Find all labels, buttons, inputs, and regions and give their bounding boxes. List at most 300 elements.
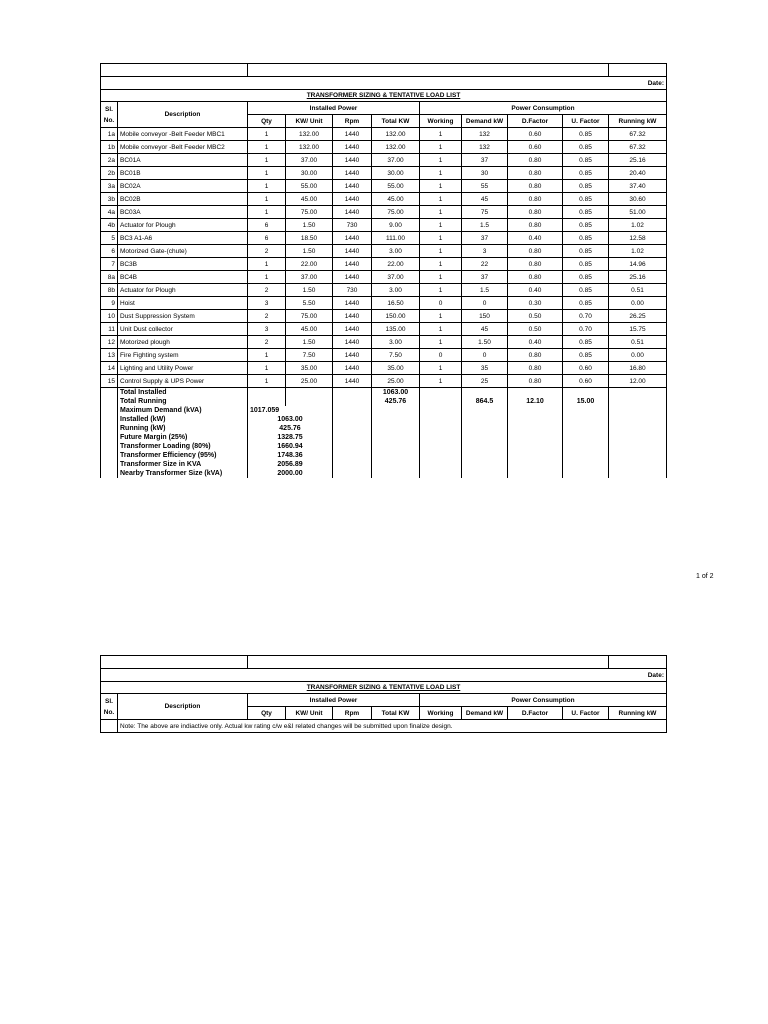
- demand-cell: 45: [462, 323, 508, 336]
- table-row: [101, 154, 667, 167]
- qty-cell: 1: [248, 141, 286, 154]
- rpm-cell: 1440: [333, 336, 372, 349]
- total-kw-cell: 7.50: [372, 349, 420, 362]
- working-cell: 1: [420, 271, 462, 284]
- qty-cell: 1: [248, 375, 286, 388]
- working-cell: 1: [420, 284, 462, 297]
- rpm-cell: 730: [333, 284, 372, 297]
- summary-value: 1328.75: [248, 433, 333, 442]
- demand-cell: 0: [462, 297, 508, 310]
- group-header-row: [101, 102, 667, 115]
- description-cell: Fire Fighting system: [118, 349, 248, 362]
- ufactor-cell: 0.85: [563, 206, 609, 219]
- description-header: Description: [118, 102, 248, 128]
- running-cell: 20.40: [609, 167, 667, 180]
- kw-unit-cell: 1.50: [286, 284, 333, 297]
- demand-cell: 35: [462, 362, 508, 375]
- table-row: [101, 362, 667, 375]
- total-kw-cell: 37.00: [372, 271, 420, 284]
- description-cell: BC01B: [118, 167, 248, 180]
- sl-cell: 5: [101, 232, 118, 245]
- sl-cell: 2b: [101, 167, 118, 180]
- working-cell: 1: [420, 232, 462, 245]
- kw-unit-cell: 45.00: [286, 323, 333, 336]
- summary-label: Nearby Transformer Size (kVA): [118, 469, 248, 478]
- ufactor-cell: 0.85: [563, 154, 609, 167]
- running-cell: 26.25: [609, 310, 667, 323]
- description-cell: BC02B: [118, 193, 248, 206]
- running-cell: 1.02: [609, 219, 667, 232]
- kw-unit-cell: 37.00: [286, 154, 333, 167]
- date-label: Date:: [101, 77, 667, 90]
- dfactor-cell: 0.50: [508, 310, 563, 323]
- summary-value: 2000.00: [248, 469, 333, 478]
- ufactor-cell: 0.85: [563, 297, 609, 310]
- running-cell: 25.16: [609, 271, 667, 284]
- summary-value: 1660.94: [248, 442, 333, 451]
- running-cell: 12.58: [609, 232, 667, 245]
- demand-cell: 132: [462, 128, 508, 141]
- kw-unit-cell: 1.50: [286, 336, 333, 349]
- working-cell: 1: [420, 206, 462, 219]
- total-kw-cell: 9.00: [372, 219, 420, 232]
- qty-cell: 1: [248, 206, 286, 219]
- working-cell: 1: [420, 310, 462, 323]
- sl-cell: 13: [101, 349, 118, 362]
- dfactor-cell: 0.80: [508, 349, 563, 362]
- total-kw-cell: 30.00: [372, 167, 420, 180]
- sl-cell: 12: [101, 336, 118, 349]
- rpm-cell: 1440: [333, 297, 372, 310]
- dfactor-cell: 0.30: [508, 297, 563, 310]
- dfactor-cell: 0.60: [508, 141, 563, 154]
- dfactor-cell: 0.40: [508, 232, 563, 245]
- sl-cell: 3a: [101, 180, 118, 193]
- sl-header: Sl. No.: [101, 102, 118, 128]
- total-kw-cell: 111.00: [372, 232, 420, 245]
- total-kw-cell: 22.00: [372, 258, 420, 271]
- total-kw-cell: 3.00: [372, 336, 420, 349]
- table-row: [101, 258, 667, 271]
- rpm-cell: 1440: [333, 128, 372, 141]
- working-cell: 1: [420, 128, 462, 141]
- rpm-cell: 1440: [333, 362, 372, 375]
- qty-cell: 1: [248, 258, 286, 271]
- title-row: [101, 90, 667, 102]
- description-cell: Motorized plough: [118, 336, 248, 349]
- ufactor-cell: 0.85: [563, 245, 609, 258]
- total-kw-cell: 16.50: [372, 297, 420, 310]
- description-cell: Unit Dust collector: [118, 323, 248, 336]
- rpm-cell: 1440: [333, 258, 372, 271]
- dfactor-cell: 0.80: [508, 154, 563, 167]
- table-row: [101, 310, 667, 323]
- sl-cell: 8b: [101, 284, 118, 297]
- sl-cell: 7: [101, 258, 118, 271]
- note-row: [101, 720, 667, 733]
- description-cell: Control Supply & UPS Power: [118, 375, 248, 388]
- kw-unit-cell: 25.00: [286, 375, 333, 388]
- note-text: Note: The above are indiactive only. Actual kw rating c/w e&I related changes will be submitted upon finalize design.: [118, 720, 667, 733]
- table-row: [101, 245, 667, 258]
- table-row: [101, 323, 667, 336]
- summary-label: Transformer Loading (80%): [118, 442, 248, 451]
- qty-cell: 3: [248, 323, 286, 336]
- qty-cell: 1: [248, 180, 286, 193]
- rpm-cell: 1440: [333, 167, 372, 180]
- sl-cell: 11: [101, 323, 118, 336]
- demand-cell: 37: [462, 232, 508, 245]
- running-cell: 16.80: [609, 362, 667, 375]
- demand-cell: 30: [462, 167, 508, 180]
- sl-cell: 9: [101, 297, 118, 310]
- summary-row: [101, 469, 667, 478]
- running-cell: 1.02: [609, 245, 667, 258]
- total-installed-label: Total Installed: [118, 388, 248, 398]
- date-label-2: Date:: [101, 669, 667, 682]
- summary-value: 1748.36: [248, 451, 333, 460]
- description-cell: Lighting and Utility Power: [118, 362, 248, 375]
- ufactor-cell: 0.85: [563, 258, 609, 271]
- qty-cell: 2: [248, 245, 286, 258]
- load-list-table-page-1: [100, 63, 667, 478]
- demand-cell: 55: [462, 180, 508, 193]
- rpm-cell: 1440: [333, 271, 372, 284]
- max-demand-label: Maximum Demand (kVA): [118, 406, 248, 415]
- kw-unit-cell: 5.50: [286, 297, 333, 310]
- summary-label: Transformer Size in KVA: [118, 460, 248, 469]
- table-row: [101, 336, 667, 349]
- dfactor-cell: 0.80: [508, 375, 563, 388]
- description-cell: BC01A: [118, 154, 248, 167]
- summary-row: [101, 460, 667, 469]
- total-kw-cell: 37.00: [372, 154, 420, 167]
- table-row: [101, 141, 667, 154]
- col-total-kw: Total KW: [372, 115, 420, 128]
- qty-cell: 1: [248, 349, 286, 362]
- table-row: [101, 128, 667, 141]
- sheet-title: TRANSFORMER SIZING & TENTATIVE LOAD LIST: [101, 90, 667, 102]
- dfactor-cell: 0.80: [508, 271, 563, 284]
- table-row: [101, 167, 667, 180]
- dfactor-cell: 0.80: [508, 193, 563, 206]
- col-kw-unit: KW/ Unit: [286, 115, 333, 128]
- working-cell: 1: [420, 141, 462, 154]
- summary-row: [101, 451, 667, 460]
- rpm-cell: 1440: [333, 154, 372, 167]
- dfactor-cell: 0.40: [508, 336, 563, 349]
- total-running-value: 425.76: [372, 397, 420, 406]
- qty-cell: 1: [248, 128, 286, 141]
- working-cell: 1: [420, 219, 462, 232]
- qty-cell: 1: [248, 167, 286, 180]
- max-demand-value: 1017.059: [248, 406, 333, 415]
- title-row-2: [101, 682, 667, 694]
- blank-header-row-2: [101, 656, 667, 669]
- table-row: [101, 271, 667, 284]
- summary-value: 2056.89: [248, 460, 333, 469]
- ufactor-cell: 0.85: [563, 141, 609, 154]
- col-demand-kw: Demand kW: [462, 115, 508, 128]
- ufactor-cell: 0.85: [563, 349, 609, 362]
- dfactor-cell: 0.50: [508, 323, 563, 336]
- working-cell: 1: [420, 180, 462, 193]
- blank-header-row: [101, 64, 667, 77]
- total-kw-cell: 3.00: [372, 284, 420, 297]
- sl-cell: 3b: [101, 193, 118, 206]
- rpm-cell: 1440: [333, 193, 372, 206]
- summary-label: Transformer Efficiency (95%): [118, 451, 248, 460]
- running-cell: 51.00: [609, 206, 667, 219]
- sl-cell: 10: [101, 310, 118, 323]
- group-header-row-2: [101, 694, 667, 707]
- col-rpm-2: Rpm: [333, 707, 372, 720]
- total-kw-cell: 150.00: [372, 310, 420, 323]
- kw-unit-cell: 1.50: [286, 219, 333, 232]
- col-u-factor: U. Factor: [563, 115, 609, 128]
- summary-row: [101, 433, 667, 442]
- col-rpm: Rpm: [333, 115, 372, 128]
- demand-cell: 1.5: [462, 219, 508, 232]
- dfactor-cell: 0.40: [508, 284, 563, 297]
- demand-cell: 3: [462, 245, 508, 258]
- dfactor-cell: 0.60: [508, 128, 563, 141]
- col-kw-unit-2: KW/ Unit: [286, 707, 333, 720]
- kw-unit-cell: 132.00: [286, 141, 333, 154]
- load-rows: [101, 128, 667, 388]
- sl-header-2: Sl. No.: [101, 694, 118, 720]
- table-row: [101, 206, 667, 219]
- kw-unit-cell: 75.00: [286, 206, 333, 219]
- qty-cell: 1: [248, 154, 286, 167]
- max-demand-row: [101, 406, 667, 415]
- ufactor-cell: 0.70: [563, 310, 609, 323]
- description-cell: Mobile conveyor -Belt Feeder MBC1: [118, 128, 248, 141]
- ufactor-cell: 0.85: [563, 336, 609, 349]
- qty-cell: 6: [248, 232, 286, 245]
- kw-unit-cell: 18.50: [286, 232, 333, 245]
- total-kw-cell: 135.00: [372, 323, 420, 336]
- ufactor-cell: 0.85: [563, 232, 609, 245]
- ufactor-cell: 0.85: [563, 284, 609, 297]
- working-cell: 0: [420, 349, 462, 362]
- dfactor-cell: 0.80: [508, 206, 563, 219]
- sl-cell: 6: [101, 245, 118, 258]
- rpm-cell: 1440: [333, 141, 372, 154]
- col-d-factor-2: D.Factor: [508, 707, 563, 720]
- total-kw-cell: 75.00: [372, 206, 420, 219]
- demand-cell: 1.5: [462, 284, 508, 297]
- running-cell: 30.60: [609, 193, 667, 206]
- installed-power-header: Installed Power: [248, 102, 420, 115]
- running-cell: 12.00: [609, 375, 667, 388]
- col-working-2: Working: [420, 707, 462, 720]
- demand-sum: 864.5: [462, 397, 508, 406]
- running-cell: 37.40: [609, 180, 667, 193]
- qty-cell: 1: [248, 362, 286, 375]
- dfactor-cell: 0.80: [508, 167, 563, 180]
- col-total-kw-2: Total KW: [372, 707, 420, 720]
- summary-label: Future Margin (25%): [118, 433, 248, 442]
- col-d-factor: D.Factor: [508, 115, 563, 128]
- rpm-cell: 1440: [333, 323, 372, 336]
- rpm-cell: 1440: [333, 180, 372, 193]
- qty-cell: 2: [248, 336, 286, 349]
- col-working: Working: [420, 115, 462, 128]
- sl-cell: 4b: [101, 219, 118, 232]
- working-cell: 1: [420, 375, 462, 388]
- working-cell: 1: [420, 245, 462, 258]
- ufactor-cell: 0.85: [563, 180, 609, 193]
- kw-unit-cell: 35.00: [286, 362, 333, 375]
- rpm-cell: 1440: [333, 310, 372, 323]
- demand-cell: 75: [462, 206, 508, 219]
- qty-cell: 1: [248, 193, 286, 206]
- total-kw-cell: 132.00: [372, 128, 420, 141]
- summary-row: [101, 415, 667, 424]
- qty-cell: 1: [248, 271, 286, 284]
- demand-cell: 45: [462, 193, 508, 206]
- sl-cell: 15: [101, 375, 118, 388]
- dfactor-sum: 12.10: [508, 397, 563, 406]
- kw-unit-cell: 55.00: [286, 180, 333, 193]
- summary-rows: [101, 415, 667, 478]
- page-number: 1 of 2: [696, 573, 714, 580]
- date-row: [101, 77, 667, 90]
- demand-cell: 37: [462, 271, 508, 284]
- working-cell: 1: [420, 167, 462, 180]
- sheet-title-2: TRANSFORMER SIZING & TENTATIVE LOAD LIST: [101, 682, 667, 694]
- kw-unit-cell: 30.00: [286, 167, 333, 180]
- running-cell: 25.16: [609, 154, 667, 167]
- working-cell: 1: [420, 154, 462, 167]
- summary-label: Installed (kW): [118, 415, 248, 424]
- total-kw-cell: 3.00: [372, 245, 420, 258]
- col-running-kw: Running kW: [609, 115, 667, 128]
- kw-unit-cell: 132.00: [286, 128, 333, 141]
- description-cell: Dust Suppression System: [118, 310, 248, 323]
- power-consumption-header: Power Consumption: [420, 102, 667, 115]
- description-cell: BC3B: [118, 258, 248, 271]
- description-cell: Hoist: [118, 297, 248, 310]
- rpm-cell: 1440: [333, 232, 372, 245]
- qty-cell: 6: [248, 219, 286, 232]
- working-cell: 1: [420, 323, 462, 336]
- working-cell: 1: [420, 336, 462, 349]
- dfactor-cell: 0.80: [508, 180, 563, 193]
- sl-cell: 1b: [101, 141, 118, 154]
- ufactor-cell: 0.85: [563, 128, 609, 141]
- sl-cell: 8a: [101, 271, 118, 284]
- total-kw-cell: 25.00: [372, 375, 420, 388]
- working-cell: 1: [420, 362, 462, 375]
- ufactor-sum: 15.00: [563, 397, 609, 406]
- kw-unit-cell: 22.00: [286, 258, 333, 271]
- total-running-row: [101, 397, 667, 406]
- demand-cell: 22: [462, 258, 508, 271]
- total-installed-row: [101, 388, 667, 398]
- total-installed-value: 1063.00: [372, 388, 420, 398]
- description-cell: Motorized Gate-(chute): [118, 245, 248, 258]
- running-cell: 0.51: [609, 336, 667, 349]
- table-row: [101, 297, 667, 310]
- ufactor-cell: 0.85: [563, 219, 609, 232]
- sl-cell: 1a: [101, 128, 118, 141]
- working-cell: 1: [420, 193, 462, 206]
- kw-unit-cell: 7.50: [286, 349, 333, 362]
- working-cell: 1: [420, 258, 462, 271]
- ufactor-cell: 0.85: [563, 271, 609, 284]
- running-cell: 67.32: [609, 128, 667, 141]
- running-cell: 0.00: [609, 349, 667, 362]
- demand-cell: 132: [462, 141, 508, 154]
- summary-row: [101, 442, 667, 451]
- table-row: [101, 375, 667, 388]
- col-demand-kw-2: Demand kW: [462, 707, 508, 720]
- qty-cell: 3: [248, 297, 286, 310]
- demand-cell: 150: [462, 310, 508, 323]
- dfactor-cell: 0.80: [508, 245, 563, 258]
- running-cell: 0.00: [609, 297, 667, 310]
- rpm-cell: 1440: [333, 349, 372, 362]
- description-cell: BC4B: [118, 271, 248, 284]
- description-cell: Mobile conveyor -Belt Feeder MBC2: [118, 141, 248, 154]
- working-cell: 0: [420, 297, 462, 310]
- load-list-table-page-2: [100, 655, 667, 733]
- dfactor-cell: 0.80: [508, 258, 563, 271]
- installed-power-header-2: Installed Power: [248, 694, 420, 707]
- power-consumption-header-2: Power Consumption: [420, 694, 667, 707]
- table-row: [101, 193, 667, 206]
- qty-cell: 2: [248, 284, 286, 297]
- ufactor-cell: 0.60: [563, 362, 609, 375]
- col-u-factor-2: U. Factor: [563, 707, 609, 720]
- description-cell: BC03A: [118, 206, 248, 219]
- summary-row: [101, 424, 667, 433]
- total-kw-cell: 35.00: [372, 362, 420, 375]
- kw-unit-cell: 45.00: [286, 193, 333, 206]
- description-header-2: Description: [118, 694, 248, 720]
- summary-label: Running (kW): [118, 424, 248, 433]
- date-row-2: [101, 669, 667, 682]
- table-row: [101, 232, 667, 245]
- description-cell: Actuator for Plough: [118, 219, 248, 232]
- ufactor-cell: 0.85: [563, 167, 609, 180]
- demand-cell: 25: [462, 375, 508, 388]
- total-kw-cell: 55.00: [372, 180, 420, 193]
- running-cell: 67.32: [609, 141, 667, 154]
- table-row: [101, 349, 667, 362]
- running-cell: 15.75: [609, 323, 667, 336]
- ufactor-cell: 0.85: [563, 193, 609, 206]
- description-cell: BC02A: [118, 180, 248, 193]
- ufactor-cell: 0.70: [563, 323, 609, 336]
- rpm-cell: 1440: [333, 375, 372, 388]
- demand-cell: 1.50: [462, 336, 508, 349]
- ufactor-cell: 0.60: [563, 375, 609, 388]
- total-running-label: Total Running: [118, 397, 248, 406]
- table-row: [101, 219, 667, 232]
- dfactor-cell: 0.80: [508, 219, 563, 232]
- total-kw-cell: 45.00: [372, 193, 420, 206]
- demand-cell: 37: [462, 154, 508, 167]
- running-cell: 14.96: [609, 258, 667, 271]
- summary-value: 425.76: [248, 424, 333, 433]
- qty-cell: 2: [248, 310, 286, 323]
- rpm-cell: 1440: [333, 245, 372, 258]
- table-row: [101, 284, 667, 297]
- total-kw-cell: 132.00: [372, 141, 420, 154]
